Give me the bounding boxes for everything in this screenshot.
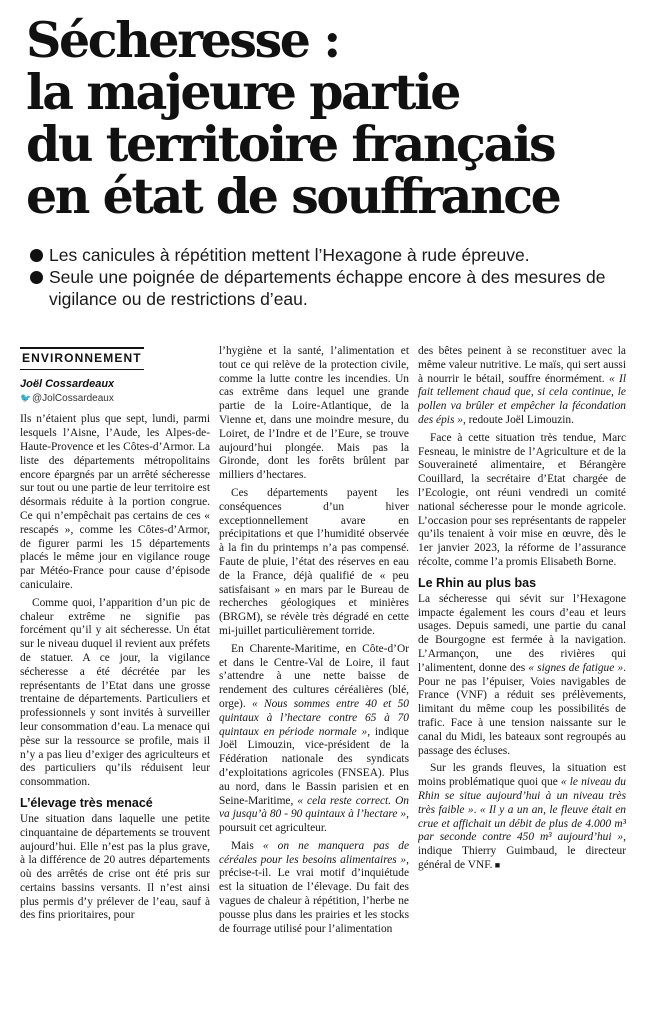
body-paragraph [418, 345, 626, 428]
article-column-2 [219, 345, 409, 1017]
author-handle [20, 392, 210, 406]
standfirst-text: Les canicules à répétition mettent l’Hexagone à rude épreuve. [49, 245, 530, 265]
text-run: . [473, 803, 480, 816]
quote-run: « cela reste correct. On va jusqu’à 80 - 90 quintaux à l’hectare » [219, 794, 409, 821]
author-name: Joël Cossardeaux [20, 377, 115, 390]
headline-line: du territoire français [26, 115, 555, 173]
quote-run: « Il fait tellement chaud que, si cela continue, le pollen va brûler et empêcher la fécondation des épis » [418, 372, 626, 426]
quote-run: « Il y a un an, le fleuve était en crue et affichait un débit de plus de 4.000 m³ par seconde contre 450 m³ aujourd’hui » [418, 803, 626, 844]
body-paragraph: Ils n’étaient plus que sept, lundi, parmi lesquels l’Aisne, l’Aude, les Alpes-de-Haute-Provence et les Côtes-d’Armor. La liste des départements métropolitains encore épargnés par un arrêté sécheresse sur tout ou une partie de leur territoire est désormais réduite à la portion congrue. Ce qui n’empêchait pas certains de ces « rescapés », comme les Côtes-d’Armor, de figurer parmi les 15 départements placés le même jour en vigilance rouge par Météo-France pour cause d’épisode caniculaire. [20, 413, 210, 591]
text-run: , poursuit cet agriculteur. [219, 808, 409, 835]
standfirst-bullet [30, 266, 630, 310]
subheading: L’élevage très menacé [20, 795, 153, 810]
article-headline [26, 11, 636, 225]
standfirst-text: Seule une poignée de départements échappe encore à des mesures de vigilance ou de restrictions d’eau. [49, 267, 606, 309]
body-paragraph: l’hygiène et la santé, l’alimentation et tout ce qui relève de la protection civile, comme la lutte contre les incendies. Un cas extrême dans lequel une grande partie de la Loire-Atlantique, de la Vienne et, dans une moindre mesure, du Loiret, de l’Indre et de l’Eure, se trouve aujourd’hui plongée. Mais pas la Gironde, dont les forêts brûlent par milliers d’hectares. [219, 345, 409, 482]
text-run: Sur les grands fleuves, la situation est moins problématique quoi que [418, 762, 626, 789]
body-paragraph: Ces départements payent les conséquences d’un hiver exceptionnellement avare en précipitations et que l’humidité observée à la fin du printemps n’a pas compensé. Faute de pluie, l’état des réserves en eau de la France, déjà qualifié de « peu satisfaisant » en mars par le Bureau de recherches géologiques et minières (BRGM), se révèle très dégradé en cette mi-juillet particulièrement torride. [219, 486, 409, 637]
text-run: , indique Thierry Guimbaud, le directeur général de VNF. [418, 831, 626, 871]
standfirst [30, 244, 630, 310]
text-run: , précise-t-il. Le vrai motif d’inquiétude est la situation de l’élevage. Du fait des vagues de chaleur à répétition, l’herbe ne pousse plus dans les prairies et les stocks de fourrage utilisé pour l’alimentation [219, 853, 409, 935]
quote-run: « signes de fatigue » [528, 661, 624, 674]
standfirst-bullet [30, 244, 630, 266]
text-run: des bêtes peinent à se reconstituer avec la même valeur nutritive. Le maïs, qui sert aussi à nourrir le bétail, souffre énormément. [418, 345, 626, 385]
twitter-bird-icon: 🐦 [20, 392, 32, 403]
text-run: Mais [231, 839, 263, 852]
article-column-1 [20, 345, 210, 1017]
bullet-dot-icon [30, 249, 43, 262]
body-paragraph [219, 643, 409, 836]
bullet-dot-icon [30, 271, 43, 284]
article-column-3 [418, 345, 626, 1017]
text-run: , indique Joël Limouzin, vice-président de la Fédération nationale des syndicats d’exploitations agricoles (FNSEA). Plus au nord, dans le Bassin parisien et en Seine-Maritime, [219, 725, 409, 807]
text-run: En Charente-Maritime, en Côte-d’Or et dans le Centre-Val de Loire, il faut s’attendre à une nette baisse de rendement des cultures céréalières (blé, orge). [219, 642, 409, 710]
headline-line: la majeure partie [26, 63, 460, 121]
headline-line: Sécheresse : [26, 11, 339, 69]
text-run: . Pour ne pas l’épuiser, Voies navigables de France (VNF) a réduit ses prélèvements, limitant du même coup les possibilités de trafic. Face à une tension naissante sur le canal du Midi, les bateaux sont regroupés au passage des écluses. [418, 661, 626, 757]
body-paragraph [418, 762, 626, 872]
author-handle-text: @JolCossardeaux [32, 392, 114, 404]
body-paragraph [418, 593, 626, 759]
headline-line: en état de souffrance [26, 167, 560, 225]
body-paragraph [219, 840, 409, 937]
body-paragraph: Comme quoi, l’apparition d’un pic de chaleur extrême ne signifie pas forcément qu’il y ait sécheresse. Un état sur le niveau duquel il revient aux préfets de statuer. A ce jour, la vigilance sécheresse a été décrétée par les représentants de l’Etat dans une grosse trentaine de départements. Particuliers et professionnels y sont invités à surveiller leur consommation d’eau. La menace qui pèse sur la ressource se profile, mais il n’y a pas lieu d’exiger des agriculteurs et des particuliers qu’ils réduisent leur consommation. [20, 596, 210, 789]
section-rubric: ENVIRONNEMENT [20, 347, 144, 370]
subheading: Le Rhin au plus bas [418, 575, 537, 590]
body-paragraph: Une situation dans laquelle une petite cinquantaine de départements se trouvent aujourd’hui. Elle n’est pas la plus grave, à la différence de 20 autres départements où des arrêtés de crise ont été pris sur certains bassins versants. Il n’est ainsi plus permis d’y prélever de l’eau, sauf à des fins prioritaires, pour [20, 812, 210, 922]
body-paragraph: Face à cette situation très tendue, Marc Fesneau, le ministre de l’Agriculture et de la Souveraineté alimentaire, et Bérangère Couillard, la secrétaire d’Etat chargée de l’Ecologie, ont réuni vendredi un comité national sécheresse pour le monde agricole. L’occasion pour ses représentants de rappeler qu’ils tenaient à voir mise en œuvre, dès le 1er janvier 2023, la réforme de l’assurance récolte, comme l’a promis Elisabeth Borne. [418, 431, 626, 568]
quote-run: « on ne manquera pas de céréales pour les besoins alimentaires » [219, 839, 409, 866]
quote-run: « Nous sommes entre 40 et 50 quintaux à l’hectare contre 65 à 70 quintaux en période normale » [219, 697, 409, 738]
quote-run: « le niveau du Rhin se situe aujourd’hui à un niveau très très faible » [418, 776, 626, 816]
text-run: La sécheresse qui sévit sur l’Hexagone impacte également les cours d’eau et leurs usages. Depuis samedi, une partie du canal de Bourgogne est fermée à la navigation. L’Armançon, une des rivières qui l’alimentent, donne des [418, 592, 626, 674]
text-run: , redoute Joël Limouzin. [462, 413, 574, 426]
